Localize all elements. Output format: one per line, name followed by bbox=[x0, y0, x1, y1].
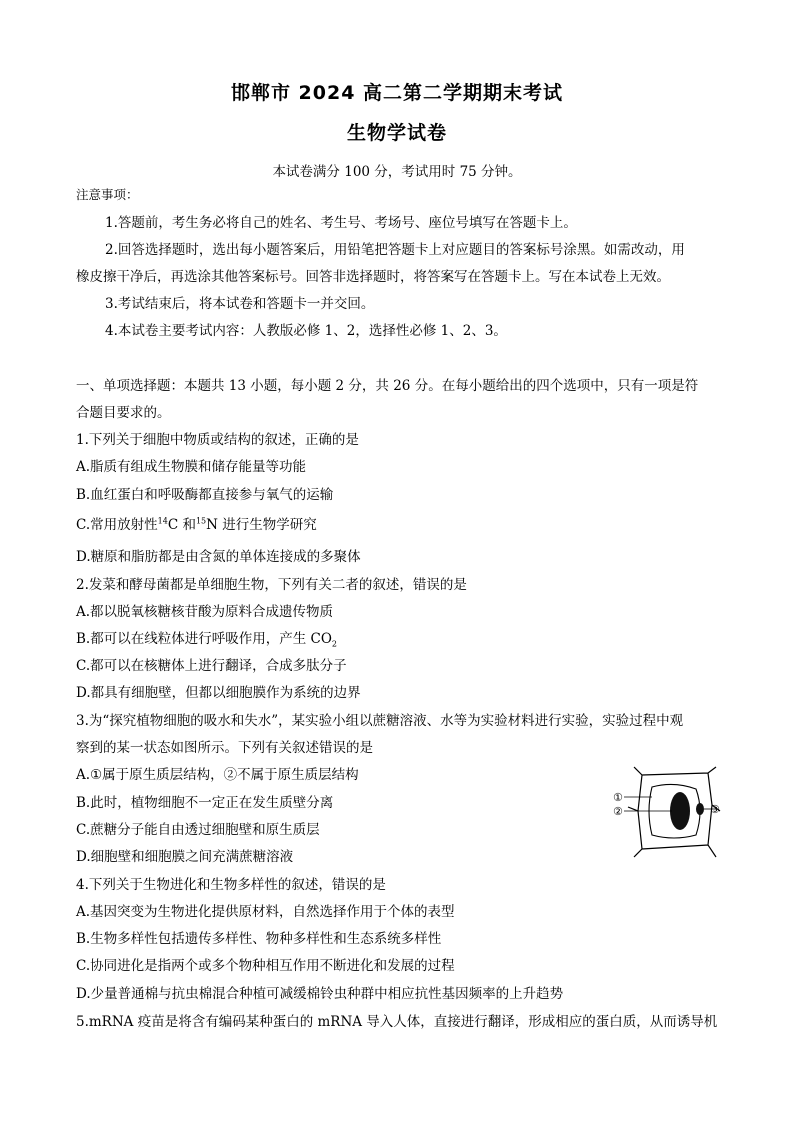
option-c-text: C.常用放射性 bbox=[76, 517, 158, 533]
question-stem: 5.mRNA 疫苗是将含有编码某种蛋白的 mRNA 导入人体，直接进行翻译，形成相应的蛋白质，从而诱导机 bbox=[76, 1014, 718, 1030]
note-item: 橡皮擦干净后，再选涂其他答案标号。回答非选择题时，将答案写在答题卡上。写在本试卷上无效。 bbox=[76, 269, 670, 285]
option-b: B.生物多样性包括遗传多样性、物种多样性和生态系统多样性 bbox=[76, 931, 442, 947]
question-stem-cont: 察到的某一状态如图所示。下列有关叙述错误的是 bbox=[76, 740, 373, 756]
section-heading-cont: 合题目要求的。 bbox=[76, 405, 171, 421]
question-stem: 2.发菜和酵母菌都是单细胞生物，下列有关二者的叙述，错误的是 bbox=[76, 577, 467, 593]
note-item: 1.答题前，考生务必将自己的姓名、考生号、考场号、座位号填写在答题卡上。 bbox=[105, 215, 577, 231]
option-a: A.基因突变为生物进化提供原材料，自然选择作用于个体的表型 bbox=[76, 904, 455, 920]
notes-heading: 注意事项： bbox=[76, 187, 139, 202]
option-b: B.血红蛋白和呼吸酶都直接参与氧气的运输 bbox=[76, 487, 334, 503]
option-b-text: B.都可以在线粒体进行呼吸作用，产生 CO bbox=[76, 631, 332, 647]
option-c-text: N 进行生物学研究 bbox=[206, 517, 317, 533]
option-d: D.细胞壁和细胞膜之间充满蔗糖溶液 bbox=[76, 849, 294, 865]
option-d: D.都具有细胞壁，但都以细胞膜作为系统的边界 bbox=[76, 685, 361, 701]
note-item: 2.回答选择题时，选出每小题答案后，用铅笔把答题卡上对应题目的答案标号涂黑。如需改动，用 bbox=[105, 242, 685, 258]
label-1: ① bbox=[613, 791, 623, 804]
isotope-mass-15: 15 bbox=[195, 516, 207, 526]
exam-title: 邯郸市 2024 高二第二学期期末考试 bbox=[230, 82, 564, 104]
label-3: ③ bbox=[710, 803, 720, 816]
exam-info: 本试卷满分 100 分，考试用时 75 分钟。 bbox=[272, 164, 522, 180]
nucleus bbox=[696, 803, 704, 815]
note-item: 4.本试卷主要考试内容：人教版必修 1、2，选择性必修 1、2、3。 bbox=[105, 323, 507, 339]
label-2: ② bbox=[613, 805, 623, 818]
isotope-mass-14: 14 bbox=[157, 516, 168, 526]
option-c bbox=[76, 516, 317, 534]
option-d: D.糖原和脂肪都是由含氮的单体连接成的多聚体 bbox=[76, 549, 361, 565]
option-a: A.①属于原生质层结构，②不属于原生质层结构 bbox=[76, 767, 359, 783]
option-a: A.脂质有组成生物膜和储存能量等功能 bbox=[76, 459, 307, 475]
vacuole bbox=[670, 792, 690, 830]
option-c-text: C 和 bbox=[167, 517, 196, 533]
option-b bbox=[76, 630, 337, 648]
option-d: D.少量普通棉与抗虫棉混合种植可减缓棉铃虫种群中相应抗性基因频率的上升趋势 bbox=[76, 986, 564, 1002]
note-item: 3.考试结束后，将本试卷和答题卡一并交回。 bbox=[105, 296, 375, 312]
option-c: C.都可以在核糖体上进行翻译，合成多肽分子 bbox=[76, 658, 347, 674]
question-stem: 1.下列关于细胞中物质或结构的叙述，正确的是 bbox=[76, 432, 359, 448]
option-a: A.都以脱氧核糖核苷酸为原料合成遗传物质 bbox=[76, 604, 334, 620]
section-heading: 一、单项选择题：本题共 13 小题，每小题 2 分，共 26 分。在每小题给出的四个选项中，只有一项是符 bbox=[76, 378, 699, 394]
plant-cell-figure bbox=[612, 765, 722, 860]
option-c: C.协同进化是指两个或多个物种相互作用不断进化和发展的过程 bbox=[76, 958, 455, 974]
option-b: B.此时，植物细胞不一定正在发生质壁分离 bbox=[76, 795, 334, 811]
question-stem: 4.下列关于生物进化和生物多样性的叙述，错误的是 bbox=[76, 877, 386, 893]
question-stem: 3.为“探究植物细胞的吸水和失水”，某实验小组以蔗糖溶液、水等为实验材料进行实验，实验过程中观 bbox=[76, 713, 684, 729]
option-c: C.蔗糖分子能自由透过细胞壁和原生质层 bbox=[76, 822, 320, 838]
exam-subject: 生物学试卷 bbox=[346, 122, 447, 144]
subscript-2: 2 bbox=[331, 639, 337, 649]
